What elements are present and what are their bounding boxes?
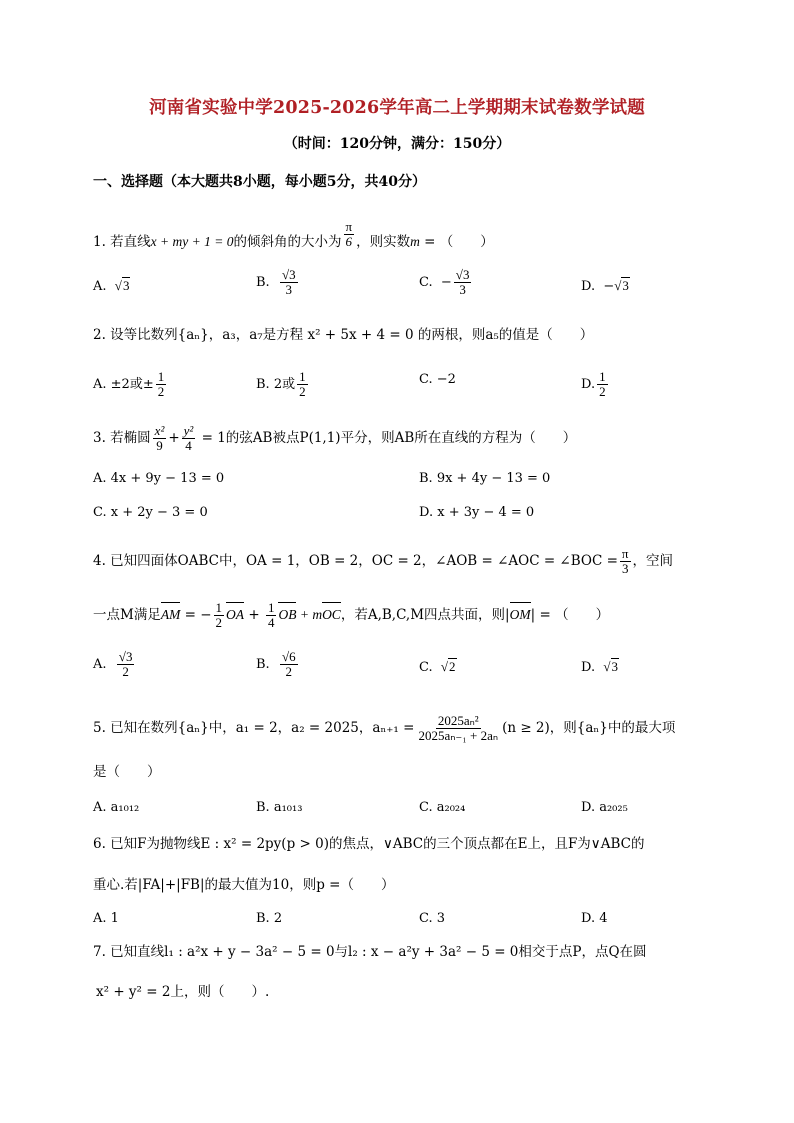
q1-angle-fraction: [344, 220, 355, 249]
q4-option-c-rad: 2: [449, 659, 456, 674]
q1-equation: x + my + 1 = 0: [150, 234, 234, 249]
q4-option-b-den: 2: [285, 664, 293, 679]
q4-option-d: [581, 657, 619, 678]
q4-coef-1-num: 1: [215, 600, 223, 615]
q1-option-c: [419, 268, 473, 297]
q4-text-d: ，若A,B,C,M四点共面，则: [340, 607, 506, 623]
q4-vector-oc: OC: [322, 605, 341, 625]
q4-option-b-rad: 6: [289, 649, 296, 664]
q1-option-a-sqrt: √3: [114, 278, 130, 293]
q4-angle-den: 3: [621, 561, 629, 576]
q4-coef-2-den: 4: [267, 615, 275, 630]
q4-option-a-fraction: [117, 650, 135, 679]
q4-option-a-num: √3: [118, 649, 133, 664]
exam-subtitle: （时间：120分钟，满分：150分）: [283, 136, 511, 152]
q4-option-a-den: 2: [122, 664, 129, 679]
question-1-stem: [93, 219, 494, 257]
q4-eq-sign: = −: [180, 607, 212, 623]
q4-option-b: [256, 650, 300, 679]
q3-f1-den: 9: [156, 438, 163, 453]
q4-vector-am: AM: [161, 605, 181, 625]
question-6-line2: 重心.若|FA|+|FB|的最大值为10，则p =（ ）: [93, 877, 395, 893]
q5-option-b: B. a₁₀₁₃: [256, 800, 303, 815]
q1-option-c-den: 3: [459, 282, 466, 297]
q4-plus: +: [244, 607, 264, 623]
q2-option-b: [256, 370, 310, 399]
q5-frac-num: 2025aₙ²: [437, 713, 479, 728]
q4-option-b-num: √6: [281, 649, 296, 664]
q4-option-d-label: D.: [581, 660, 596, 675]
question-4-line2: 一点M满足AM = − $\frac{1}{2}$ OA + $\frac{1}{4}$ OB + mOC，若A,B,C,M四点共面，则|OM| = （ ）: [93, 600, 610, 630]
q1-angle-num: π: [345, 219, 353, 234]
q3-option-b: B. 9x + 4y − 13 = 0: [419, 471, 551, 486]
question-6-line1: 6. 已知F为抛物线E : x² = 2py(p > 0)的焦点，∨ABC的三个顶点都在E上，且F为∨ABC的: [93, 836, 645, 852]
q5-option-c: C. a₂₀₂₄: [419, 800, 466, 815]
q4-text-a: 4. 已知四面体OABC中，OA = 1，OB = 2，OC = 2，∠AOB = ∠AOC = ∠BOC =: [93, 553, 618, 569]
q1-option-b-den: 3: [285, 282, 293, 297]
q1-option-d-sign: −: [603, 279, 615, 294]
q4-option-c: [419, 657, 457, 678]
q3-text-b: = 1的弦AB被点P(1,1)平分，则AB所在直线的方程为（ ）: [197, 430, 577, 446]
q2-option-a-label: A. ±2或±: [93, 377, 154, 392]
q2-option-a-den: 2: [157, 384, 165, 399]
q4-option-b-fraction: [280, 650, 298, 679]
q2-option-b-label: B. 2或: [256, 377, 296, 392]
q5-text-a: 5. 已知在数列{aₙ}中，a₁ = 2，a₂ = 2025，aₙ₊₁ =: [93, 720, 415, 736]
q5-text-b: (n ≥ 2)，则{aₙ}中的最大项: [502, 720, 676, 736]
question-7-line1: 7. 已知直线l₁ : a²x + y − 3a² − 5 = 0与l₂ : x − a²y + 3a² − 5 = 0相交于点P，点Q在圆: [93, 944, 647, 960]
question-5-stem: [93, 714, 675, 743]
q2-option-a: [93, 370, 168, 399]
question-4-stem: [93, 547, 673, 576]
q4-vector-ob: OB: [278, 605, 296, 625]
q1-option-d-sqrt: √3: [614, 278, 629, 293]
q1-option-c-fraction: [454, 268, 472, 297]
q4-coef-2-num: 1: [267, 600, 275, 615]
q1-option-a: [93, 276, 130, 297]
q1-option-c-label: C.: [419, 275, 433, 290]
q4-option-c-sqrt: √2: [440, 659, 456, 674]
q4-angle-num: π: [621, 546, 629, 561]
q1-text-c: ，则实数: [356, 234, 411, 250]
q4-vector-oa: OA: [226, 605, 244, 625]
q1-option-c-num: √3: [455, 267, 470, 282]
q1-option-d-label: D.: [581, 279, 596, 294]
q4-option-b-label: B.: [256, 657, 270, 672]
q2-option-d-fraction: [597, 370, 608, 399]
q1-option-b-rad: 3: [289, 267, 296, 282]
q1-angle-den: 6: [345, 234, 353, 249]
q3-option-c: C. x + 2y − 3 = 0: [93, 505, 208, 520]
q1-option-d: [581, 276, 630, 297]
q1-option-b: [256, 268, 300, 297]
q1-text-a: 1. 若直线: [93, 234, 151, 250]
q4-coef-1: [214, 601, 225, 630]
q1-text-b: 的倾斜角的大小为: [233, 234, 342, 250]
q5-option-a: A. a₁₀₁₂: [93, 800, 140, 815]
q4-option-a: [93, 650, 136, 679]
q2-option-d-den: 2: [599, 384, 606, 399]
q4-option-d-rad: 3: [611, 659, 618, 674]
q6-option-d: D. 4: [581, 911, 608, 926]
q3-option-a: A. 4x + 9y − 13 = 0: [93, 471, 225, 486]
q3-f2-den: 4: [185, 438, 192, 453]
q4-coef-2: [266, 601, 277, 630]
q1-option-a-rad: 3: [122, 278, 130, 293]
q4-option-c-label: C.: [419, 660, 433, 675]
q2-option-d-num: 1: [599, 369, 606, 384]
q2-option-b-num: 1: [299, 369, 306, 384]
question-2-stem: 2. 设等比数列{aₙ}，a₃，a₇是方程 x² + 5x + 4 = 0 的两根，则a₅的值是（ ）: [93, 327, 594, 343]
q1-option-a-label: A.: [93, 279, 107, 294]
q2-option-d-label: D.: [581, 377, 596, 392]
q5-frac-den: 2025aₙ₋₁ + 2aₙ: [418, 728, 499, 743]
q2-option-d: [581, 370, 610, 399]
q4-angle-fraction: [620, 547, 631, 576]
q4-coef-1-den: 2: [215, 615, 223, 630]
q6-option-c: C. 3: [419, 911, 446, 926]
q6-option-a: A. 1: [93, 911, 119, 926]
q2-option-b-den: 2: [299, 384, 306, 399]
question-7-line2: x² + y² = 2上，则（ ）.: [96, 984, 270, 1000]
q1-option-b-num: √3: [281, 267, 296, 282]
q2-option-a-num: 1: [157, 369, 165, 384]
q1-option-b-fraction: [280, 268, 298, 297]
q3-f1-num: x²: [154, 423, 165, 438]
q3-fraction-1: [153, 424, 167, 453]
q3-f2-num: y²: [183, 423, 194, 438]
q1-option-d-rad: 3: [622, 278, 629, 293]
question-3-stem: [93, 424, 576, 453]
q1-option-c-rad: 3: [462, 267, 470, 282]
q4-plus-m: + m: [296, 607, 323, 622]
q2-option-b-fraction: [297, 370, 308, 399]
q4-option-a-label: A.: [93, 657, 107, 672]
q2-option-c: C. −2: [419, 372, 456, 387]
q4-text-e: = （ ）: [535, 607, 610, 623]
q4-option-a-rad: 3: [125, 649, 133, 664]
q3-plus: +: [168, 430, 180, 446]
q1-option-b-label: B.: [256, 275, 270, 290]
q3-fraction-2: [182, 424, 196, 453]
q5-fraction: [416, 714, 500, 743]
q1-text-d: = （ ）: [419, 234, 494, 250]
q4-vector-om: OM: [510, 605, 531, 625]
q1-option-c-sign: −: [440, 275, 452, 290]
q4-text-c: 一点M满足: [93, 607, 161, 623]
question-5-line2: 是（ ）: [93, 764, 161, 780]
exam-title: 河南省实验中学2025-2026学年高二上学期期末试卷数学试题: [149, 98, 645, 118]
q1-var: m: [410, 234, 420, 249]
q2-option-a-fraction: [156, 370, 167, 399]
section-heading: 一、选择题（本大题共8小题，每小题5分，共40分）: [93, 174, 426, 190]
q6-option-b: B. 2: [256, 911, 283, 926]
q3-text-a: 3. 若椭圆: [93, 430, 151, 446]
q4-text-b: ，空间: [632, 553, 673, 569]
q4-option-d-sqrt: √3: [603, 659, 618, 674]
q5-option-d: D. a₂₀₂₅: [581, 800, 628, 815]
q3-option-d: D. x + 3y − 4 = 0: [419, 505, 535, 520]
